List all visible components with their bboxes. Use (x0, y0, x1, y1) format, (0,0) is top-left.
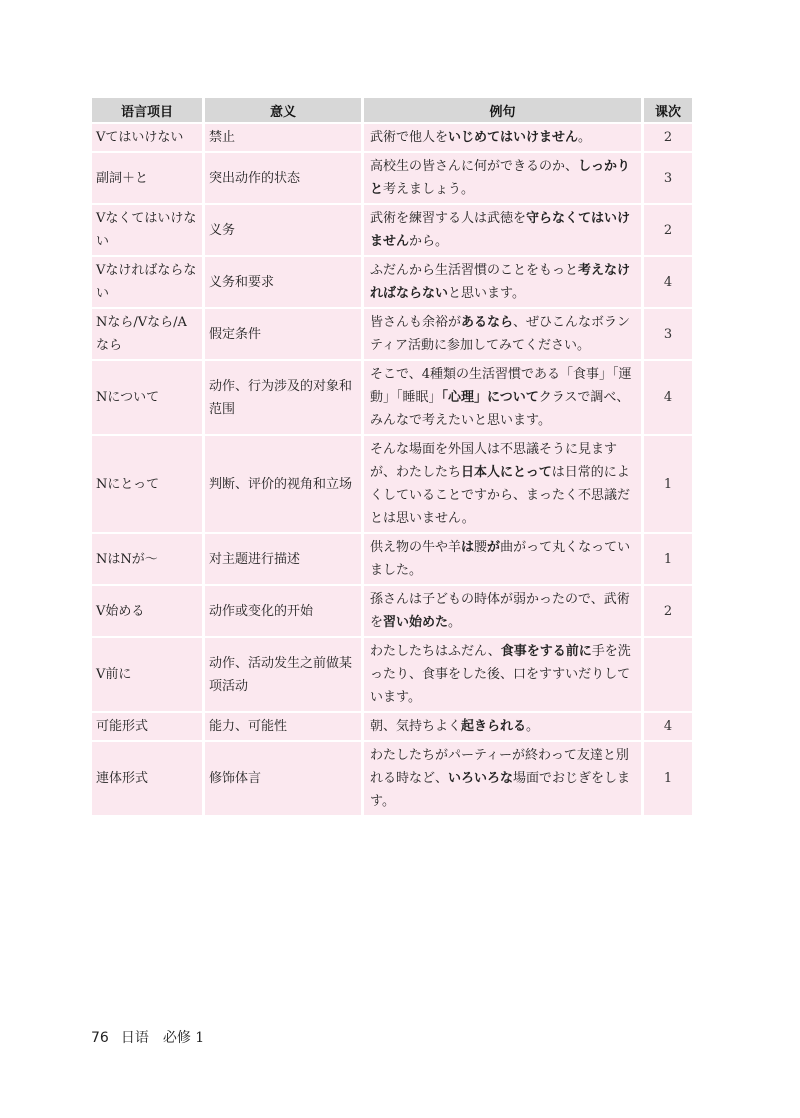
lesson-cell: 2 (644, 586, 692, 638)
table-row (92, 124, 692, 153)
header-meaning: 意义 (205, 98, 361, 124)
example-text: 、ぜひこんなボランティア活動に参加してみてください。 (370, 315, 631, 353)
table-row (92, 436, 692, 534)
grammar-item-cell: Vなければならない (92, 257, 202, 309)
lesson-cell: 4 (644, 257, 692, 309)
header-example: 例句 (364, 98, 641, 124)
grammar-item-cell: Vてはいけない (92, 124, 202, 153)
example-cell (364, 713, 641, 742)
grammar-item-cell: Nにとって (92, 436, 202, 534)
example-text: と思います。 (448, 286, 525, 301)
lesson-cell: 2 (644, 124, 692, 153)
example-text: 高校生の皆さんに何ができるのか、 (370, 159, 579, 174)
example-text: わたしたちはふだん、 (370, 644, 501, 659)
example-highlight: 食事をする前に (500, 644, 592, 659)
meaning-cell: 修饰体言 (205, 742, 361, 817)
lesson-cell: 1 (644, 534, 692, 586)
example-text: そこで、4種類の生活習慣である「食事」「運動」「睡眠」 (370, 367, 632, 405)
meaning-cell: 动作或变化的开始 (205, 586, 361, 638)
grammar-item-cell: Vなくてはいけない (92, 205, 202, 257)
example-text: 武術を練習する人は武徳を (370, 211, 527, 226)
header-lesson: 课次 (644, 98, 692, 124)
example-highlight: いじめてはいけません (448, 130, 579, 145)
table-body (92, 124, 692, 817)
table-row (92, 586, 692, 638)
example-text: から。 (409, 234, 449, 249)
example-text: 考えましょう。 (383, 182, 475, 197)
example-highlight: しっかりと (370, 159, 631, 197)
lesson-cell: 4 (644, 713, 692, 742)
example-text: 。 (578, 130, 592, 145)
example-text: 供え物の牛や羊 (370, 540, 462, 555)
table-row (92, 205, 692, 257)
example-text: 孫さんは子どもの時体が弱かったので、武術を (370, 592, 630, 630)
example-cell (364, 309, 641, 361)
lesson-cell (644, 638, 692, 713)
table-row (92, 361, 692, 436)
example-cell (364, 586, 641, 638)
example-highlight: 習い始めた (383, 615, 449, 630)
meaning-cell: 动作、行为涉及的对象和范围 (205, 361, 361, 436)
example-text: は日常的によくしていることですから、まったく不思議だとは思いません。 (370, 465, 631, 526)
lesson-cell: 2 (644, 205, 692, 257)
meaning-cell: 动作、活动发生之前做某项活动 (205, 638, 361, 713)
lesson-cell: 4 (644, 361, 692, 436)
meaning-cell: 对主题进行描述 (205, 534, 361, 586)
grammar-item-cell: V前に (92, 638, 202, 713)
table-header (92, 98, 692, 124)
example-cell (364, 124, 641, 153)
grammar-item-cell: 可能形式 (92, 713, 202, 742)
meaning-cell: 突出动作的状态 (205, 153, 361, 205)
example-text: ふだんから生活習慣のことをもっと (370, 263, 579, 278)
example-highlight: 考えなければならない (370, 263, 631, 301)
example-highlight: 守らなくてはいけません (370, 211, 631, 249)
example-text: 曲がって丸くなっていました。 (370, 540, 631, 578)
example-cell (364, 153, 641, 205)
example-cell (364, 361, 641, 436)
page-number: 76 (91, 1030, 109, 1046)
example-text: 皆さんも余裕が (370, 315, 462, 330)
grammar-table (89, 98, 695, 817)
example-text: 場面でおじぎをします。 (370, 771, 631, 809)
book-title: 日语 必修 1 (120, 1030, 205, 1046)
meaning-cell: 义务和要求 (205, 257, 361, 309)
header-item: 语言项目 (92, 98, 202, 124)
example-text: 。 (526, 719, 540, 734)
example-text: クラスで調べ、みんなで考えたいと思います。 (370, 390, 630, 428)
lesson-cell: 1 (644, 742, 692, 817)
example-highlight: は (461, 540, 475, 555)
meaning-cell: 假定条件 (205, 309, 361, 361)
example-highlight: が (487, 540, 501, 555)
example-cell (364, 205, 641, 257)
grammar-item-cell: 連体形式 (92, 742, 202, 817)
example-cell (364, 742, 641, 817)
example-highlight: 日本人にとって (461, 465, 552, 480)
lesson-cell: 3 (644, 309, 692, 361)
example-cell (364, 534, 641, 586)
meaning-cell: 义务 (205, 205, 361, 257)
example-highlight: あるなら (461, 315, 514, 330)
table-row (92, 153, 692, 205)
grammar-item-cell: Nについて (92, 361, 202, 436)
example-cell (364, 257, 641, 309)
meaning-cell: 判断、评价的视角和立场 (205, 436, 361, 534)
table-row (92, 713, 692, 742)
lesson-cell: 1 (644, 436, 692, 534)
example-text: 手を洗ったり、食事をした後、口をすすいだりしています。 (370, 644, 631, 705)
example-text: 朝、気持ちよく (370, 719, 462, 734)
grammar-item-cell: NはNが～ (92, 534, 202, 586)
example-cell (364, 638, 641, 713)
table-row (92, 742, 692, 817)
example-highlight: いろいろな (448, 771, 514, 786)
header-row (92, 98, 692, 124)
page-footer (91, 1027, 204, 1047)
grammar-item-cell: Nなら/Vなら/Aなら (92, 309, 202, 361)
example-text: そんな場面を外国人は不思議そうに見ますが、わたしたち (370, 442, 618, 480)
table-row (92, 309, 692, 361)
grammar-item-cell: V始める (92, 586, 202, 638)
example-cell (364, 436, 641, 534)
example-text: 武術で他人を (370, 130, 449, 145)
table-row (92, 534, 692, 586)
table-row (92, 638, 692, 713)
example-text: わたしたちがパーティーが終わって友達と別れる時など、 (370, 748, 629, 786)
meaning-cell: 禁止 (205, 124, 361, 153)
lesson-cell: 3 (644, 153, 692, 205)
example-text: 。 (448, 615, 462, 630)
example-text: 腰 (474, 540, 488, 555)
example-highlight: 起きられる (461, 719, 527, 734)
grammar-item-cell: 副詞＋と (92, 153, 202, 205)
meaning-cell: 能力、可能性 (205, 713, 361, 742)
table-row (92, 257, 692, 309)
example-highlight: 「心理」について (441, 390, 539, 405)
